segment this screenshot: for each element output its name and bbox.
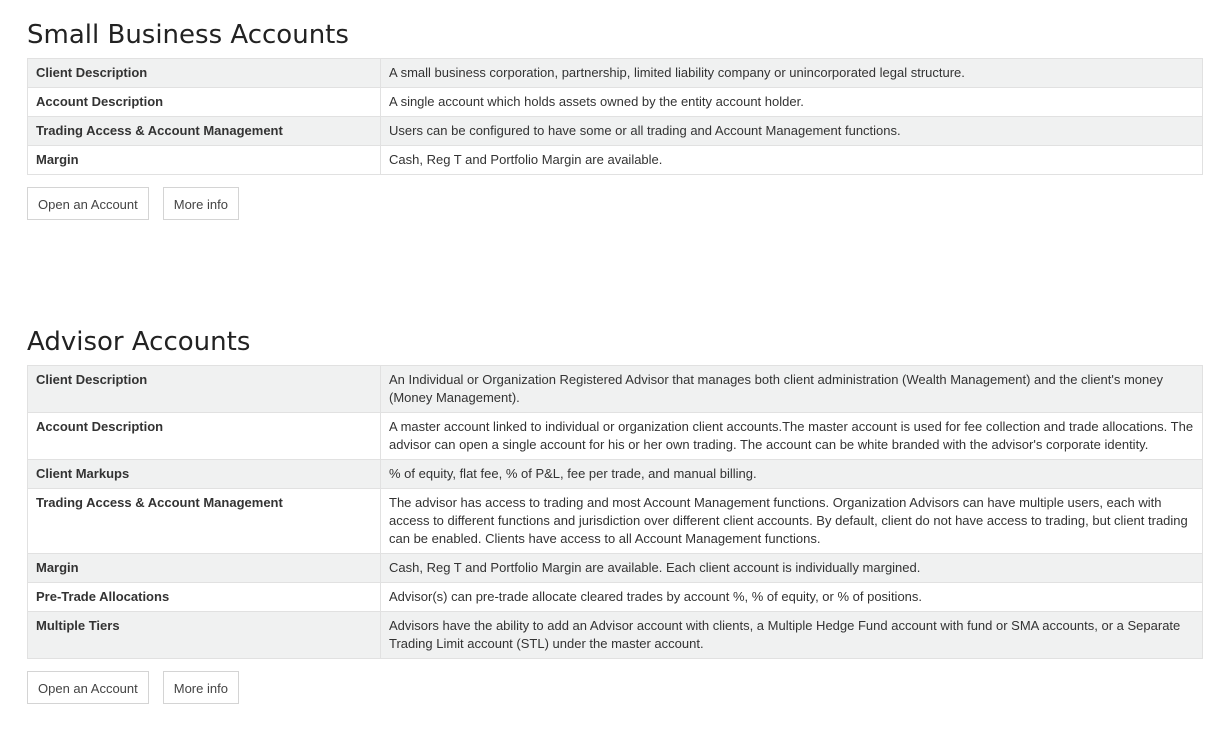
advisor-table (27, 365, 1203, 659)
row-label: Margin (28, 554, 381, 583)
more-info-button[interactable]: More info (163, 671, 239, 704)
row-value: A single account which holds assets owned by the entity account holder. (381, 88, 1203, 117)
advisor-section (27, 323, 1203, 704)
row-label: Account Description (28, 413, 381, 460)
table-row (28, 366, 1203, 413)
table-row (28, 88, 1203, 117)
table-row (28, 146, 1203, 175)
row-value: Advisor(s) can pre-trade allocate cleared trades by account %, % of equity, or % of positions. (381, 583, 1203, 612)
row-value: A small business corporation, partnership, limited liability company or unincorporated legal structure. (381, 59, 1203, 88)
small-business-section (27, 16, 1203, 220)
row-label: Trading Access & Account Management (28, 117, 381, 146)
row-value: A master account linked to individual or organization client accounts.The master account is used for fee collection and trade allocations. The advisor can open a single account for his or her own trading. The account can be white branded with the advisor's corporate identity. (381, 413, 1203, 460)
table-row (28, 583, 1203, 612)
open-account-button[interactable]: Open an Account (27, 671, 149, 704)
table-row (28, 413, 1203, 460)
row-label: Trading Access & Account Management (28, 489, 381, 554)
row-label: Client Description (28, 366, 381, 413)
row-label: Pre-Trade Allocations (28, 583, 381, 612)
open-account-button[interactable]: Open an Account (27, 187, 149, 220)
row-label: Multiple Tiers (28, 612, 381, 659)
small-business-actions (27, 187, 1203, 220)
row-value: % of equity, flat fee, % of P&L, fee per trade, and manual billing. (381, 460, 1203, 489)
row-value: The advisor has access to trading and most Account Management functions. Organization Advisors can have multiple users, each with access to different functions and jurisdiction over different client accounts. By default, client do not have access to trading, but client trading can be enabled. Clients have access to all Account Management functions. (381, 489, 1203, 554)
row-label: Account Description (28, 88, 381, 117)
row-value: Cash, Reg T and Portfolio Margin are available. (381, 146, 1203, 175)
table-row (28, 59, 1203, 88)
row-value: An Individual or Organization Registered Advisor that manages both client administration (Wealth Management) and the client's money (Money Management). (381, 366, 1203, 413)
table-row (28, 460, 1203, 489)
row-value: Advisors have the ability to add an Advisor account with clients, a Multiple Hedge Fund account with fund or SMA accounts, or a Separate Trading Limit account (STL) under the master account. (381, 612, 1203, 659)
small-business-table (27, 58, 1203, 175)
row-value: Cash, Reg T and Portfolio Margin are available. Each client account is individually margined. (381, 554, 1203, 583)
row-label: Client Markups (28, 460, 381, 489)
advisor-actions (27, 671, 1203, 704)
table-row (28, 554, 1203, 583)
table-row (28, 612, 1203, 659)
row-label: Margin (28, 146, 381, 175)
table-row (28, 117, 1203, 146)
table-row (28, 489, 1203, 554)
more-info-button[interactable]: More info (163, 187, 239, 220)
row-value: Users can be configured to have some or all trading and Account Management functions. (381, 117, 1203, 146)
row-label: Client Description (28, 59, 381, 88)
advisor-title: Advisor Accounts (27, 327, 251, 357)
small-business-title: Small Business Accounts (27, 20, 349, 50)
